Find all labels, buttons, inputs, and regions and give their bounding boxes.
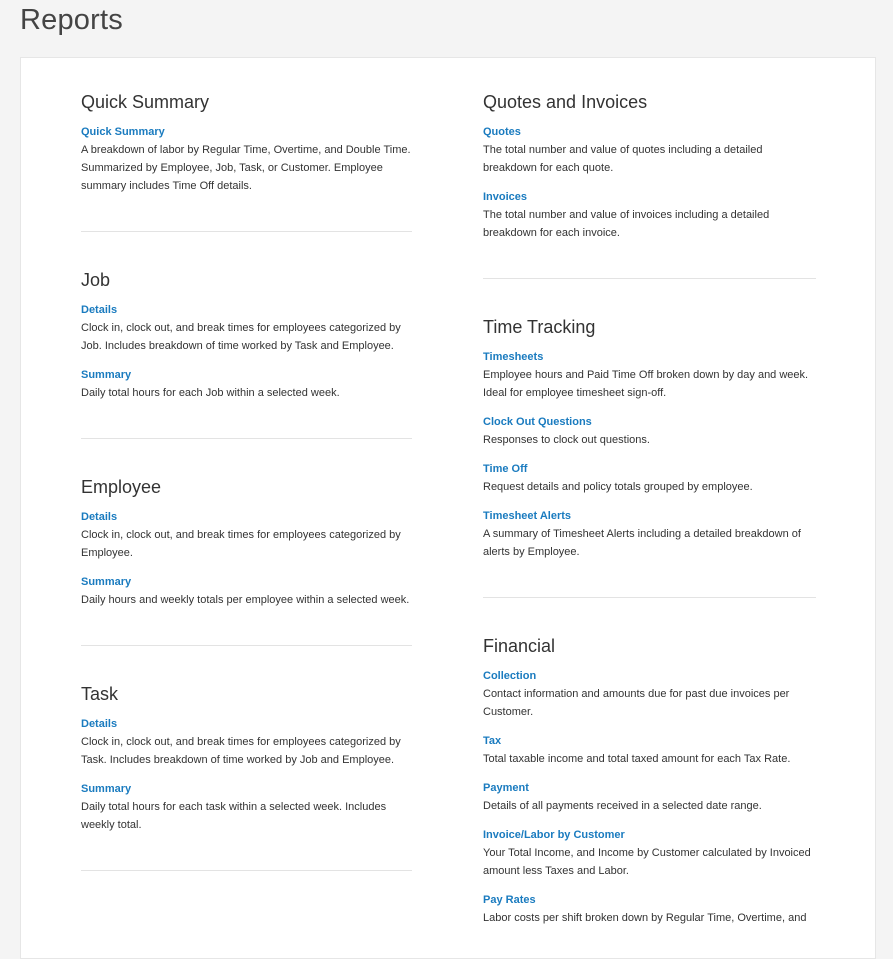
report-item (81, 300, 412, 355)
report-link-employee-summary[interactable]: Summary (81, 576, 132, 588)
report-item (483, 890, 816, 927)
report-link-quick-summary[interactable]: Quick Summary (81, 126, 165, 138)
report-description: Daily total hours for each task within a selected week. Includes weekly total. (81, 801, 387, 831)
report-description: Details of all payments received in a selected date range. (483, 800, 762, 812)
report-link-timesheet-alerts[interactable]: Timesheet Alerts (483, 510, 572, 522)
page-title: Reports (20, 4, 123, 36)
report-link-quotes[interactable]: Quotes (483, 126, 521, 138)
report-link-time-off[interactable]: Time Off (483, 463, 528, 475)
report-item (483, 778, 816, 815)
section-divider (81, 870, 412, 871)
right-column (483, 90, 816, 937)
report-description: Clock in, clock out, and break times for employees categorized by Job. Includes breakdown of time worked by Task and Employee. (81, 322, 401, 352)
section-title: Financial (483, 636, 556, 656)
report-description: The total number and value of invoices including a detailed breakdown for each invoice. (483, 209, 770, 239)
section-title: Time Tracking (483, 317, 596, 337)
section-divider (483, 278, 816, 279)
report-description: Request details and policy totals grouped by employee. (483, 481, 753, 493)
report-item (483, 347, 816, 402)
report-description: Total taxable income and total taxed amount for each Tax Rate. (483, 753, 791, 765)
report-item (81, 572, 412, 609)
report-description: The total number and value of quotes including a detailed breakdown for each quote. (483, 144, 763, 174)
section-title: Task (81, 684, 119, 704)
section-financial (483, 634, 816, 927)
report-link-task-summary[interactable]: Summary (81, 783, 132, 795)
report-link-collection[interactable]: Collection (483, 670, 537, 682)
report-link-tax[interactable]: Tax (483, 735, 502, 747)
report-link-job-summary[interactable]: Summary (81, 369, 132, 381)
report-link-task-details[interactable]: Details (81, 718, 118, 730)
report-link-job-details[interactable]: Details (81, 304, 118, 316)
report-link-timesheets[interactable]: Timesheets (483, 351, 544, 363)
report-description: Contact information and amounts due for past due invoices per Customer. (483, 688, 790, 718)
report-description: Responses to clock out questions. (483, 434, 650, 446)
report-description: Daily total hours for each Job within a selected week. (81, 387, 340, 399)
report-description: Daily hours and weekly totals per employee within a selected week. (81, 594, 410, 606)
left-column (81, 90, 412, 871)
section-title: Quotes and Invoices (483, 92, 648, 112)
report-description: A breakdown of labor by Regular Time, Overtime, and Double Time. Summarized by Employee, Job, Task, or Customer. Employee summary includes Time Off details. (81, 144, 411, 192)
section-divider (483, 597, 816, 598)
section-task (81, 682, 412, 834)
report-item (81, 779, 412, 834)
reports-panel (20, 57, 876, 959)
report-description: Labor costs per shift broken down by Regular Time, Overtime, and (483, 912, 807, 924)
report-link-invoices[interactable]: Invoices (483, 191, 528, 203)
report-description: Your Total Income, and Income by Customer calculated by Invoiced amount less Taxes and Labor. (483, 847, 811, 877)
section-title: Quick Summary (81, 92, 210, 112)
report-link-employee-details[interactable]: Details (81, 511, 118, 523)
report-link-clock-out-questions[interactable]: Clock Out Questions (483, 416, 592, 428)
section-title: Employee (81, 477, 162, 497)
report-item (483, 187, 816, 242)
report-link-invoice-labor-by-customer[interactable]: Invoice/Labor by Customer (483, 829, 625, 841)
section-employee (81, 475, 412, 609)
report-item (483, 122, 816, 177)
report-item (81, 714, 412, 769)
report-description: Employee hours and Paid Time Off broken down by day and week. Ideal for employee timesheet sign-off. (483, 369, 809, 399)
report-item (483, 731, 816, 768)
section-job (81, 268, 412, 402)
section-divider (81, 231, 412, 232)
report-description: Clock in, clock out, and break times for employees categorized by Employee. (81, 529, 401, 559)
report-item (483, 412, 816, 449)
report-description: A summary of Timesheet Alerts including a detailed breakdown of alerts by Employee. (483, 528, 801, 558)
report-item (81, 122, 412, 195)
report-item (81, 365, 412, 402)
report-item (483, 506, 816, 561)
report-link-pay-rates[interactable]: Pay Rates (483, 894, 536, 906)
section-title: Job (81, 270, 111, 290)
report-item (483, 459, 816, 496)
report-item (483, 825, 816, 880)
report-item (81, 507, 412, 562)
section-divider (81, 438, 412, 439)
report-item (483, 666, 816, 721)
section-quick-summary (81, 90, 412, 195)
section-divider (81, 645, 412, 646)
report-description: Clock in, clock out, and break times for employees categorized by Task. Includes breakdown of time worked by Job and Employee. (81, 736, 401, 766)
section-quotes-and-invoices (483, 90, 816, 242)
section-time-tracking (483, 315, 816, 561)
report-link-payment[interactable]: Payment (483, 782, 529, 794)
